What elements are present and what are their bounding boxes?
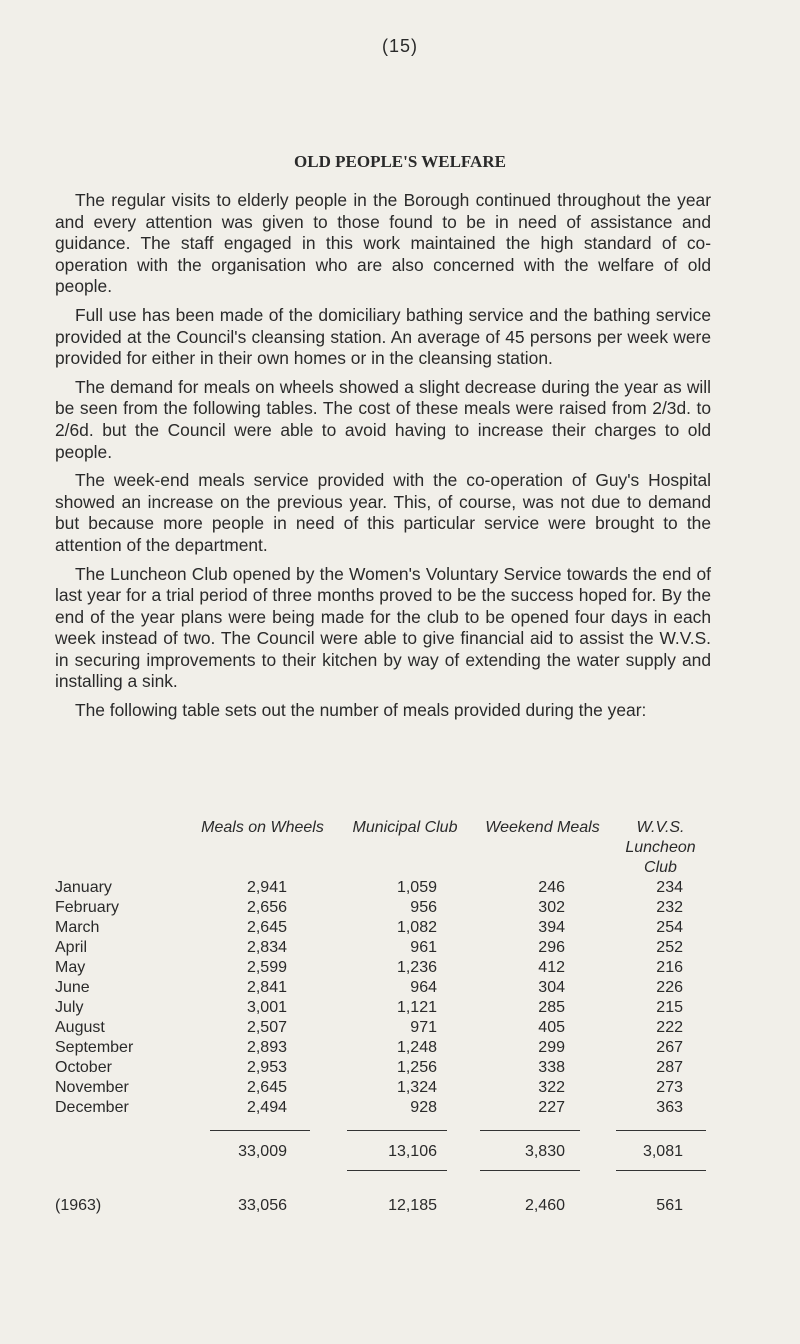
total-club: 13,106 (388, 1143, 437, 1160)
rule-cell (610, 1166, 711, 1186)
wvs-cell: 273 (656, 1079, 683, 1096)
wvs-cell: 254 (656, 919, 683, 936)
wvs-cell: 216 (656, 959, 683, 976)
month-cell: February (55, 899, 120, 916)
club-cell: 1,256 (396, 1059, 437, 1076)
paragraph: The following table sets out the number of meals provided during the year: (75, 700, 647, 721)
month-cell: July (55, 999, 84, 1016)
club-cell: 1,324 (396, 1079, 437, 1096)
weekend-cell: 338 (538, 1059, 565, 1076)
previous-rule (480, 1170, 580, 1171)
club-cell: 964 (410, 979, 437, 996)
paragraph: The Luncheon Club opened by the Women's Voluntary Service towards the end of last year for a trial period of three months proved to be the success hoped for. By the end of the year plans were being made for the club to be opened four days in each week instead of two. The Council were able to give financial aid to assist the W.V.S. in securing improvements to their kitchen by way of extending the water supply and installing a sink. (55, 563, 711, 692)
month-header (55, 818, 190, 878)
rule-cell (55, 1118, 190, 1138)
table-row (55, 978, 711, 998)
wheels-cell: 2,507 (246, 1019, 287, 1036)
wheels-cell: 2,941 (246, 879, 287, 896)
previous-rule (347, 1170, 447, 1171)
total-rule (480, 1130, 580, 1131)
total-rule (347, 1130, 447, 1131)
wvs-cell: 226 (656, 979, 683, 996)
weekend-cell: 246 (538, 879, 565, 896)
wheels-cell: 2,953 (246, 1059, 287, 1076)
weekend-cell: 285 (538, 999, 565, 1016)
table-row (55, 1018, 711, 1038)
table-row (55, 898, 711, 918)
month-cell: April (55, 939, 88, 956)
rule-cell (335, 1118, 475, 1138)
table-row (55, 878, 711, 898)
rule-cell (475, 1118, 610, 1138)
rule-cell (55, 1166, 190, 1186)
table-row (55, 1058, 711, 1078)
wvs-cell: 234 (656, 879, 683, 896)
club-cell: 956 (410, 899, 437, 916)
previous-club: 12,185 (388, 1197, 437, 1214)
previous-weekend: 2,460 (524, 1197, 565, 1214)
wvs-cell: 252 (656, 939, 683, 956)
table-row (55, 938, 711, 958)
wheels-cell: 2,834 (246, 939, 287, 956)
page-number: (15) (381, 36, 418, 56)
wvs-cell: 287 (656, 1059, 683, 1076)
table-row (55, 1078, 711, 1098)
table-row (55, 998, 711, 1018)
month-cell: August (55, 1019, 105, 1036)
wheels-cell: 2,599 (246, 959, 287, 976)
body-text (55, 190, 711, 729)
weekend-cell: 299 (538, 1039, 565, 1056)
total-weekend: 3,830 (524, 1143, 565, 1160)
club-cell: 1,248 (396, 1039, 437, 1056)
header-wvs-luncheon-club: W.V.S. Luncheon Club (625, 819, 696, 876)
wheels-cell: 2,893 (246, 1039, 287, 1056)
previous-rule-row (55, 1166, 711, 1186)
header-weekend-meals: Weekend Meals (485, 819, 600, 836)
previous-rule (616, 1170, 706, 1171)
paragraph: The week-end meals service provided with the co-operation of Guy's Hospital showed an increase on the previous year. This, of course, was not due to demand but because more people in need of this particular service were brought to the attention of the department. (55, 470, 711, 555)
wheels-cell: 3,001 (246, 999, 287, 1016)
weekend-cell: 322 (538, 1079, 565, 1096)
table-row (55, 1098, 711, 1118)
wvs-cell: 363 (656, 1099, 683, 1116)
rule-cell (335, 1166, 475, 1186)
header-meals-on-wheels: Meals on Wheels (201, 819, 324, 836)
club-cell: 971 (410, 1019, 437, 1036)
wheels-cell: 2,494 (246, 1099, 287, 1116)
table-row (55, 918, 711, 938)
club-cell: 928 (410, 1099, 437, 1116)
table-header-row (55, 818, 711, 878)
total-row (55, 1138, 711, 1166)
table-row (55, 1038, 711, 1058)
month-cell: June (55, 979, 90, 996)
weekend-cell: 412 (538, 959, 565, 976)
weekend-cell: 394 (538, 919, 565, 936)
total-wvs: 3,081 (642, 1143, 683, 1160)
total-rule (616, 1130, 706, 1131)
meals-table (55, 818, 711, 1226)
wvs-cell: 215 (656, 999, 683, 1016)
club-cell: 961 (410, 939, 437, 956)
total-wheels: 33,009 (238, 1143, 287, 1160)
wheels-cell: 2,645 (246, 919, 287, 936)
paragraph: The regular visits to elderly people in the Borough continued throughout the year and every attention was given to those found to be in need of assistance and guidance. The staff engaged in this work maintained the high standard of co-operation with the organisation who are also concerned with the welfare of old people. (55, 190, 711, 297)
total-rule-row (55, 1118, 711, 1138)
month-cell: November (55, 1079, 129, 1096)
month-cell: December (55, 1099, 129, 1116)
club-cell: 1,236 (396, 959, 437, 976)
rule-cell (190, 1118, 335, 1138)
wvs-cell: 232 (656, 899, 683, 916)
wheels-cell: 2,645 (246, 1079, 287, 1096)
rule-cell (610, 1118, 711, 1138)
month-cell: October (55, 1059, 112, 1076)
previous-wheels: 33,056 (238, 1197, 287, 1214)
table-body (55, 878, 711, 1118)
rule-cell (190, 1166, 335, 1186)
month-cell: January (55, 879, 112, 896)
weekend-cell: 302 (538, 899, 565, 916)
wvs-cell: 267 (656, 1039, 683, 1056)
wheels-cell: 2,841 (246, 979, 287, 996)
previous-year-label: (1963) (55, 1197, 102, 1214)
previous-wvs: 561 (656, 1197, 683, 1214)
total-rule (210, 1130, 310, 1131)
wvs-cell: 222 (656, 1019, 683, 1036)
weekend-cell: 296 (538, 939, 565, 956)
total-label-cell (55, 1138, 190, 1166)
header-municipal-club: Municipal Club (352, 819, 458, 836)
weekend-cell: 304 (538, 979, 565, 996)
table-row (55, 958, 711, 978)
month-cell: May (55, 959, 86, 976)
previous-year-row (55, 1186, 711, 1226)
wheels-cell: 2,656 (246, 899, 287, 916)
club-cell: 1,059 (396, 879, 437, 896)
section-heading: OLD PEOPLE'S WELFARE (294, 152, 506, 171)
club-cell: 1,121 (396, 999, 437, 1016)
rule-cell (475, 1166, 610, 1186)
club-cell: 1,082 (396, 919, 437, 936)
paragraph: The demand for meals on wheels showed a slight decrease during the year as will be seen from the following tables. The cost of these meals were raised from 2/3d. to 2/6d. but the Council were able to avoid having to increase their charges to old people. (55, 376, 711, 462)
paragraph: Full use has been made of the domiciliary bathing service and the bathing service provided at the Council's cleansing station. An average of 45 persons per week were provided for either in their own homes or in the cleansing station. (55, 304, 711, 369)
month-cell: September (55, 1039, 134, 1056)
weekend-cell: 405 (538, 1019, 565, 1036)
month-cell: March (55, 919, 100, 936)
weekend-cell: 227 (538, 1099, 565, 1116)
